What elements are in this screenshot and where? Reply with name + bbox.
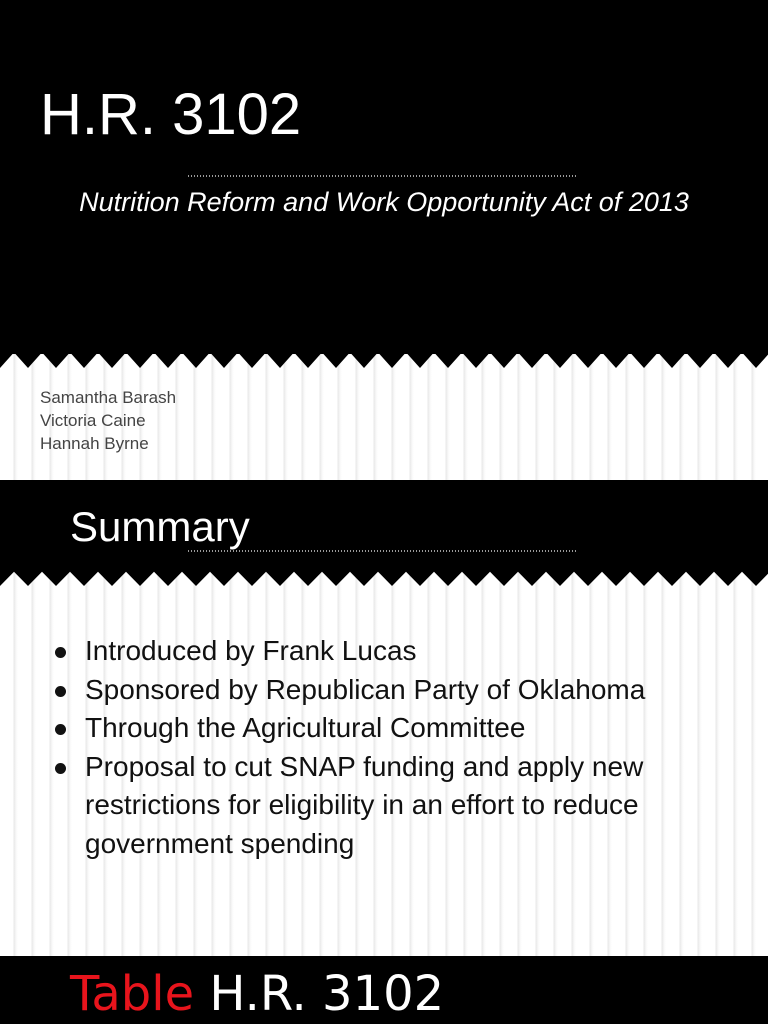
bullet-icon xyxy=(55,763,66,774)
title-slide xyxy=(0,0,768,480)
bullet-text: Proposal to cut SNAP funding and apply new restrictions for eligibility in an effort to reduce government spending xyxy=(85,750,644,859)
bullet-icon xyxy=(55,724,66,735)
author-name: Samantha Barash xyxy=(40,388,177,407)
summary-slide xyxy=(0,480,768,956)
author-name: Victoria Caine xyxy=(40,411,146,430)
slide-title: Summary xyxy=(70,503,250,550)
slide-title: H.R. 3102 xyxy=(40,82,302,147)
author-list xyxy=(40,386,176,455)
bullet-icon xyxy=(55,686,66,697)
table-slide xyxy=(0,956,768,1024)
author-name: Hannah Byrne xyxy=(40,434,149,453)
slide-subtitle: Nutrition Reform and Work Opportunity Act of 2013 xyxy=(79,187,689,217)
bullet-item xyxy=(50,632,740,671)
zigzag-edge xyxy=(0,344,768,368)
bullet-text: Through the Agricultural Committee xyxy=(85,712,526,743)
bullet-item xyxy=(50,671,740,710)
bullet-list xyxy=(50,632,740,863)
title-highlight: Table xyxy=(70,966,195,1022)
zigzag-edge xyxy=(0,564,768,586)
bullet-item xyxy=(50,748,740,864)
bullet-text: Sponsored by Republican Party of Oklahoma xyxy=(85,673,646,705)
bullet-text: Introduced by Frank Lucas xyxy=(85,635,417,666)
dotted-divider xyxy=(188,175,576,177)
slide-title xyxy=(70,964,444,1024)
title-rest: H.R. 3102 xyxy=(209,966,445,1022)
bullet-item xyxy=(50,709,740,748)
bullet-icon xyxy=(55,647,66,658)
dotted-divider xyxy=(188,550,576,552)
